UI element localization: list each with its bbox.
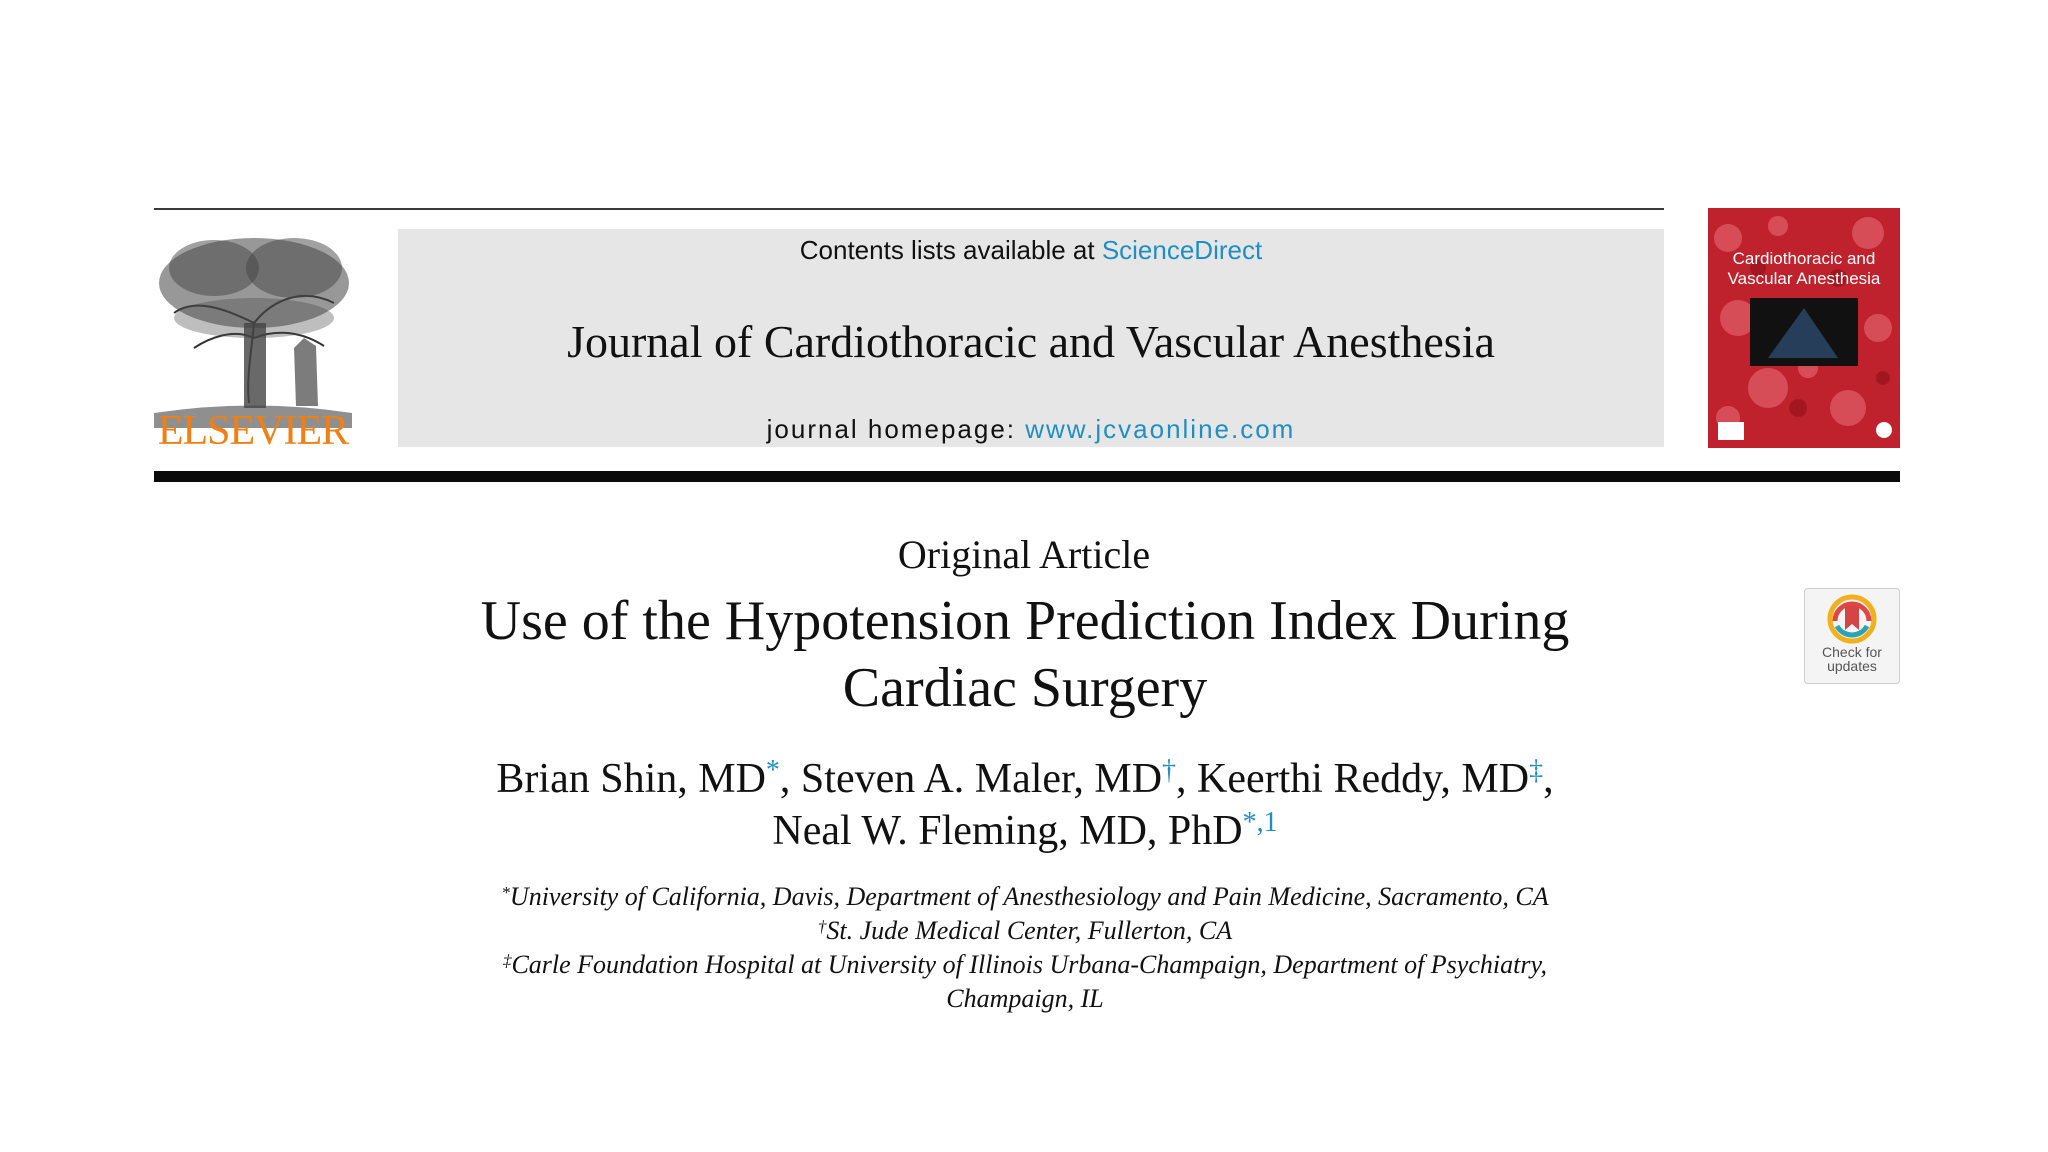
author-separator: ,: [779, 756, 801, 802]
article-title: [400, 588, 1650, 722]
affiliation-mark: ‡: [502, 951, 512, 970]
check-label-line2: updates: [1827, 658, 1877, 674]
author-separator: ,: [1543, 756, 1554, 802]
affiliation-line: [300, 880, 1750, 914]
check-for-updates-button[interactable]: [1804, 588, 1900, 684]
sciencedirect-link[interactable]: ScienceDirect: [1101, 235, 1263, 265]
author-affiliation-link[interactable]: *,1: [1242, 807, 1278, 838]
homepage-line: [398, 412, 1664, 446]
author-name: Neal W. Fleming, MD, PhD: [772, 808, 1243, 854]
journal-title: Journal of Cardiothoracic and Vascular Anesthesia: [567, 316, 1495, 367]
affiliation-text: University of California, Davis, Department of Anesthesiology and Pain Medicine, Sacramento, CA: [509, 882, 1549, 911]
affiliation-mark: †: [817, 917, 827, 936]
header-thick-rule: [154, 471, 1900, 482]
cover-title-line1: Cardiothoracic and: [1732, 249, 1876, 268]
contents-line: [398, 233, 1664, 267]
check-for-updates-label: [1805, 645, 1899, 673]
journal-homepage-link[interactable]: www.jcvaonline.com: [1025, 414, 1296, 444]
cover-title-line2: Vascular Anesthesia: [1727, 269, 1881, 288]
contents-prefix: Contents lists available at: [799, 235, 1102, 265]
top-rule: [154, 208, 1664, 210]
homepage-prefix: journal homepage:: [766, 414, 1026, 444]
elsevier-wordmark: ELSEVIER: [157, 408, 349, 454]
affiliation-text: St. Jude Medical Center, Fullerton, CA: [826, 916, 1233, 945]
author-list: [300, 753, 1750, 857]
author-name: Steven A. Maler, MD: [800, 756, 1163, 802]
affiliation-line: [300, 948, 1750, 982]
author-name: Brian Shin, MD: [496, 756, 766, 802]
check-label-line1: Check for: [1822, 644, 1882, 660]
affiliation-text: Champaign, IL: [946, 984, 1104, 1013]
article-title-line2: Cardiac Surgery: [842, 657, 1208, 719]
affiliation-list: [300, 880, 1750, 1016]
affiliation-line: [300, 982, 1750, 1016]
affiliation-line: [300, 914, 1750, 948]
author-affiliation-link[interactable]: ‡: [1529, 755, 1544, 786]
author-affiliation-link[interactable]: *: [765, 755, 780, 786]
article-type: Original Article: [897, 532, 1151, 577]
affiliation-mark: *: [501, 883, 510, 902]
affiliation-text: Carle Foundation Hospital at University of Illinois Urbana-Champaign, Department of Psychiatry,: [511, 950, 1548, 979]
article-title-line1: Use of the Hypotension Prediction Index During: [480, 590, 1570, 652]
author-name: Keerthi Reddy, MD: [1197, 756, 1530, 802]
author-separator: ,: [1176, 756, 1198, 802]
journal-cover-image: [1708, 208, 1900, 448]
bookmark-ribbon-icon: [1827, 594, 1877, 644]
author-affiliation-link[interactable]: †: [1162, 755, 1177, 786]
